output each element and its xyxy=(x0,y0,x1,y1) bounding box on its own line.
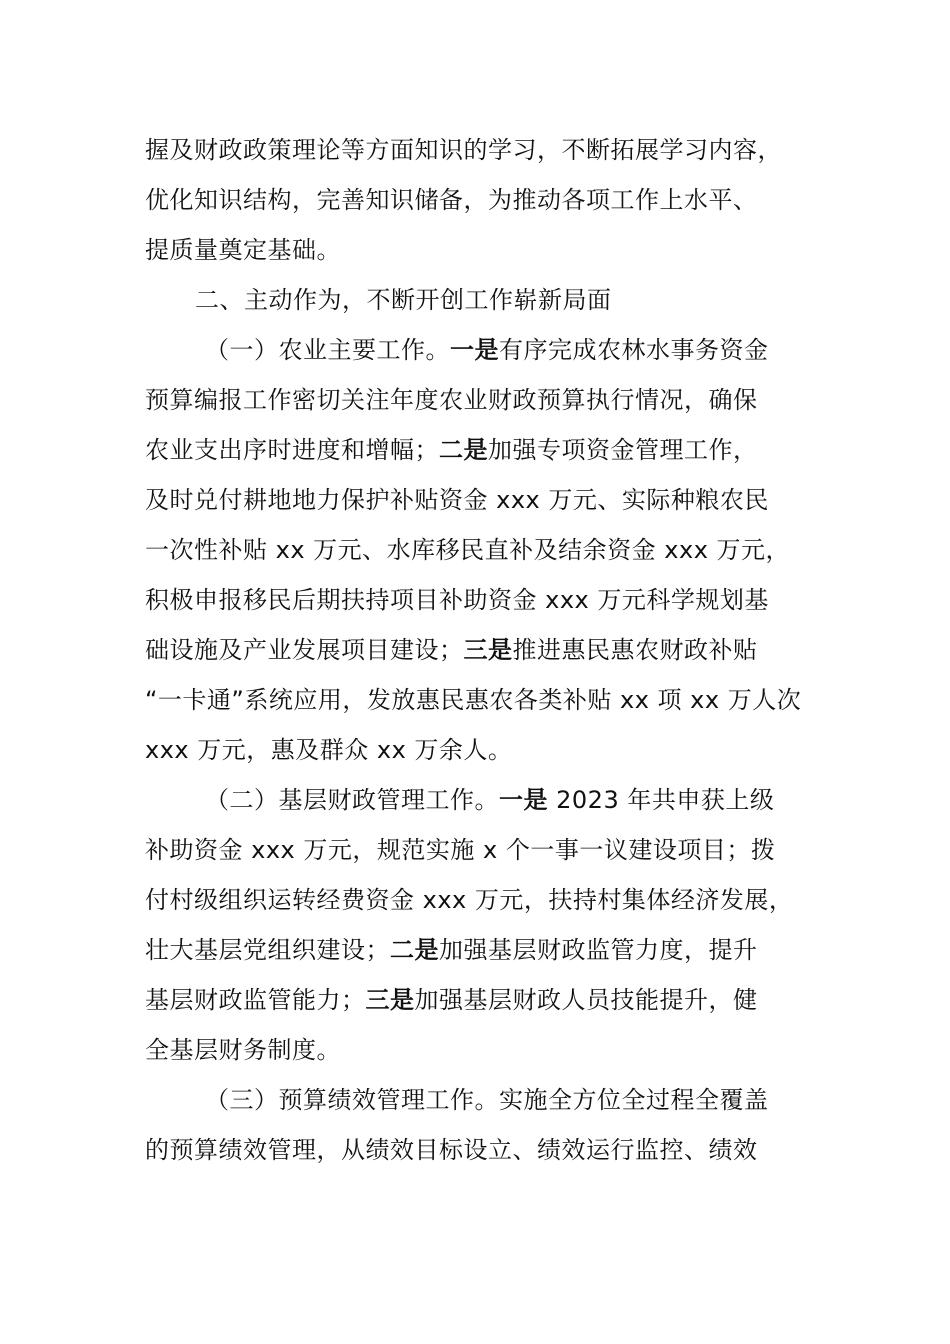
text-span: 2023 年共申获上级 xyxy=(548,786,775,814)
paragraph-line: 全基层财务制度。 xyxy=(145,1036,341,1064)
bold-keyword: 二是 xyxy=(439,436,488,464)
paragraph-line: 及时兑付耕地地力保护补贴资金 xxx 万元、实际种粮农民 xyxy=(145,486,769,514)
text-span: 加强专项资金管理工作， xyxy=(488,436,758,464)
paragraph-line: 的预算绩效管理，从绩效目标设立、绩效运行监控、绩效 xyxy=(145,1136,758,1164)
bold-keyword: 三是 xyxy=(463,636,513,664)
paragraph-line: 握及财政政策理论等方面知识的学习，不断拓展学习内容， xyxy=(145,136,782,164)
text-span: 壮大基层党组织建设； xyxy=(145,936,390,964)
paragraph-line: 补助资金 xxx 万元，规范实施 x 个一事一议建设项目；拨 xyxy=(145,836,776,864)
paragraph-line xyxy=(145,634,758,666)
subsection-title: （一）农业主要工作。 xyxy=(205,336,450,364)
section-heading: 二、主动作为，不断开创工作崭新局面 xyxy=(195,286,612,314)
paragraph-line: 优化知识结构，完善知识储备，为推动各项工作上水平、 xyxy=(145,186,758,214)
paragraph-line: xxx 万元，惠及群众 xx 万余人。 xyxy=(145,736,513,764)
paragraph-line xyxy=(145,434,758,466)
text-span: 推进惠民惠农财政补贴 xyxy=(512,636,758,664)
text-span: 加强基层财政人员技能提升，健 xyxy=(414,986,758,1014)
text-span: 农业支出序时进度和增幅； xyxy=(145,436,439,464)
paragraph-line: 积极申报移民后期扶持项目补助资金 xxx 万元科学规划基 xyxy=(145,586,769,614)
text-span: 基层财政监管能力； xyxy=(145,986,366,1014)
subsection-title: （二）基层财政管理工作。 xyxy=(205,786,499,814)
paragraph-line xyxy=(145,934,758,966)
paragraph-line: 提质量奠定基础。 xyxy=(145,236,341,264)
text-span: 加强基层财政监管力度，提升 xyxy=(439,936,758,964)
paragraph-line: 预算编报工作密切关注年度农业财政预算执行情况，确保 xyxy=(145,386,758,414)
bold-keyword: 一是 xyxy=(499,786,548,814)
paragraph-line: 一次性补贴 xx 万元、水库移民直补及结余资金 xxx 万元， xyxy=(145,536,791,564)
text-span: 有序完成农林水事务资金 xyxy=(499,336,769,364)
bold-keyword: 一是 xyxy=(450,336,499,364)
paragraph-line: 付村级组织运转经费资金 xxx 万元，扶持村集体经济发展， xyxy=(145,886,794,914)
bold-keyword: 三是 xyxy=(365,986,415,1014)
paragraph-line xyxy=(145,984,758,1016)
paragraph-line: （三）预算绩效管理工作。实施全方位全过程全覆盖 xyxy=(205,1086,769,1114)
paragraph-line xyxy=(205,334,769,366)
text-span: 础设施及产业发展项目建设； xyxy=(145,636,464,664)
bold-keyword: 二是 xyxy=(390,936,439,964)
paragraph-line: “一卡通”系统应用，发放惠民惠农各类补贴 xx 项 xx 万人次 xyxy=(145,686,802,714)
paragraph-line xyxy=(205,784,774,816)
